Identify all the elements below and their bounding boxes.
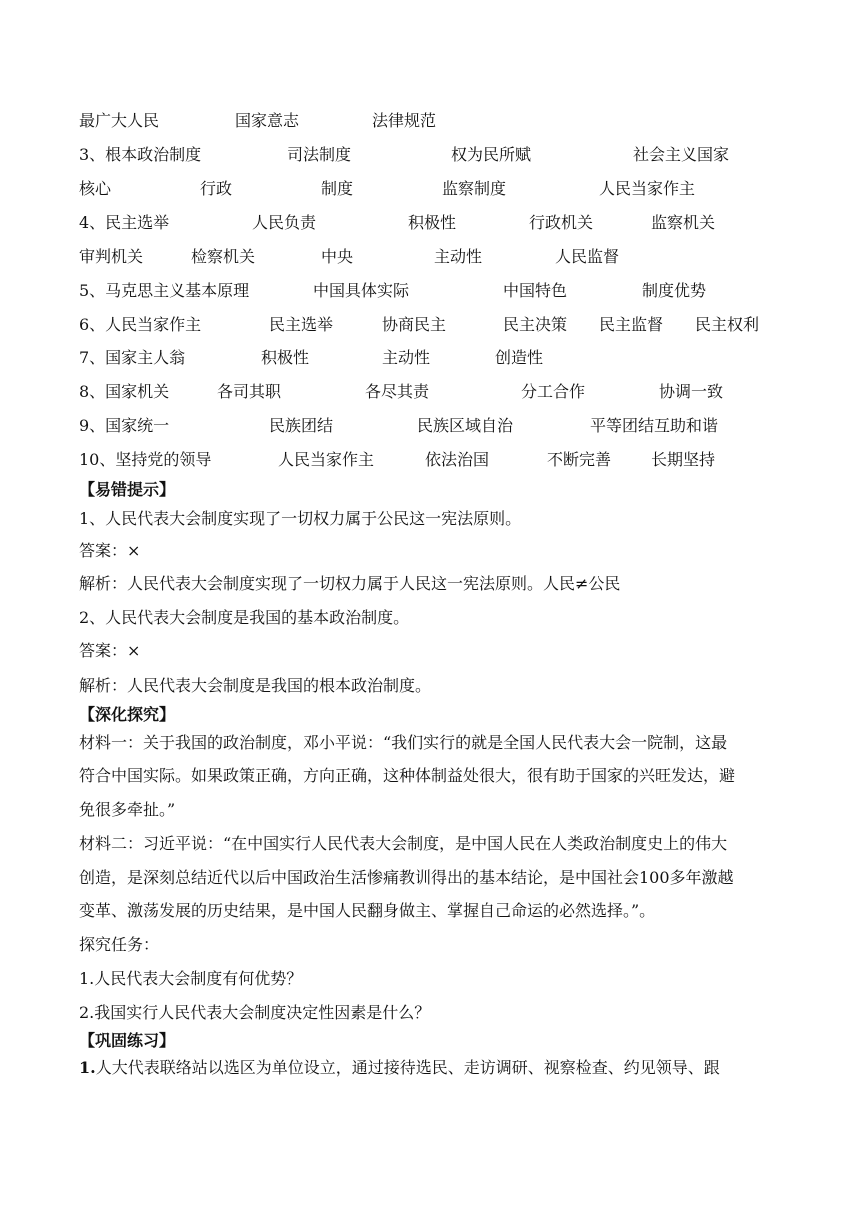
keyword: 制度优势 bbox=[642, 281, 707, 300]
keyword: 审判机关 bbox=[79, 247, 144, 266]
keyword: 各司其职 bbox=[217, 382, 282, 401]
keyword: 8、国家机关 bbox=[79, 382, 170, 401]
keyword: 法律规范 bbox=[372, 111, 437, 130]
keyword: 中国具体实际 bbox=[313, 281, 410, 300]
keyword: 协调一致 bbox=[659, 382, 724, 401]
keyword: 民主权利 bbox=[695, 315, 760, 334]
error-answer-1: 答案：× bbox=[79, 541, 141, 560]
keyword: 行政机关 bbox=[529, 213, 594, 232]
keyword: 人民当家作主 bbox=[278, 450, 375, 469]
material-2-line: 变革、激荡发展的历史结果，是中国人民翻身做主、掌握自己命运的必然选择。”。 bbox=[79, 901, 656, 920]
material-2-line: 材料二：习近平说：“在中国实行人民代表大会制度，是中国人民在人类政治制度史上的伟大 bbox=[79, 834, 728, 853]
keyword: 民主选举 bbox=[269, 315, 334, 334]
keyword: 7、国家主人翁 bbox=[79, 348, 186, 367]
keyword: 司法制度 bbox=[287, 145, 352, 164]
section-heading-inquiry: 【深化探究】 bbox=[79, 705, 176, 724]
keyword: 制度 bbox=[321, 179, 354, 198]
keyword: 10、坚持党的领导 bbox=[79, 450, 212, 469]
task-item-2: 2.我国实行人民代表大会制度决定性因素是什么？ bbox=[79, 1003, 431, 1022]
keyword: 人民当家作主 bbox=[599, 179, 696, 198]
keyword: 最广大人民 bbox=[79, 111, 160, 130]
keyword: 民主监督 bbox=[599, 315, 664, 334]
keyword: 不断完善 bbox=[547, 450, 612, 469]
keyword: 3、根本政治制度 bbox=[79, 145, 202, 164]
material-2-line: 创造，是深刻总结近代以后中国政治生活惨痛教训得出的基本结论，是中国社会100多年激越 bbox=[79, 868, 734, 887]
keyword: 平等团结互助和谐 bbox=[590, 416, 719, 435]
keyword: 核心 bbox=[79, 179, 112, 198]
question-text: 人大代表联络站以选区为单位设立，通过接待选民、走访调研、视察检查、约见领导、跟 bbox=[95, 1058, 720, 1077]
keyword: 6、人民当家作主 bbox=[79, 315, 202, 334]
keyword: 主动性 bbox=[382, 348, 431, 367]
keyword: 社会主义国家 bbox=[633, 145, 730, 164]
material-1-line: 材料一：关于我国的政治制度，邓小平说：“我们实行的就是全国人民代表大会一院制，这最 bbox=[79, 733, 728, 752]
keyword: 国家意志 bbox=[235, 111, 300, 130]
keyword: 检察机关 bbox=[191, 247, 256, 266]
keyword: 主动性 bbox=[434, 247, 483, 266]
keyword: 监察制度 bbox=[442, 179, 507, 198]
keyword: 长期坚持 bbox=[651, 450, 716, 469]
keyword: 创造性 bbox=[495, 348, 544, 367]
keyword: 协商民主 bbox=[382, 315, 447, 334]
keyword: 积极性 bbox=[261, 348, 310, 367]
section-heading-practice: 【巩固练习】 bbox=[79, 1031, 176, 1050]
section-heading-error-tips: 【易错提示】 bbox=[79, 480, 176, 499]
keyword: 人民监督 bbox=[555, 247, 620, 266]
keyword: 人民负责 bbox=[252, 213, 317, 232]
keyword: 4、民主选举 bbox=[79, 213, 170, 232]
task-item-1: 1.人民代表大会制度有何优势？ bbox=[79, 969, 303, 988]
error-explanation-2: 解析：人民代表大会制度是我国的根本政治制度。 bbox=[79, 676, 432, 695]
keyword: 监察机关 bbox=[651, 213, 716, 232]
keyword: 积极性 bbox=[408, 213, 457, 232]
keyword: 民族区域自治 bbox=[417, 416, 514, 435]
keyword: 中国特色 bbox=[503, 281, 568, 300]
keyword: 各尽其责 bbox=[365, 382, 430, 401]
material-1-line: 符合中国实际。如果政策正确，方向正确，这种体制益处很大，很有助于国家的兴旺发达，避 bbox=[79, 766, 736, 785]
material-1-line: 免很多牵扯。” bbox=[79, 800, 176, 819]
task-label: 探究任务： bbox=[79, 935, 160, 954]
keyword: 5、马克思主义基本原理 bbox=[79, 281, 250, 300]
error-explanation-1: 解析：人民代表大会制度实现了一切权力属于人民这一宪法原则。人民≠公民 bbox=[79, 574, 621, 593]
error-question-2: 2、人民代表大会制度是我国的基本政治制度。 bbox=[79, 608, 410, 627]
keyword: 民族团结 bbox=[269, 416, 334, 435]
error-question-1: 1、人民代表大会制度实现了一切权力属于公民这一宪法原则。 bbox=[79, 509, 522, 528]
keyword: 依法治国 bbox=[425, 450, 490, 469]
error-answer-2: 答案：× bbox=[79, 641, 141, 660]
question-number: 1. bbox=[79, 1058, 96, 1077]
keyword: 民主决策 bbox=[503, 315, 568, 334]
keyword: 9、国家统一 bbox=[79, 416, 170, 435]
keyword: 中央 bbox=[321, 247, 354, 266]
keyword: 行政 bbox=[200, 179, 233, 198]
keyword: 分工合作 bbox=[521, 382, 586, 401]
keyword: 权为民所赋 bbox=[451, 145, 532, 164]
practice-question-1 bbox=[79, 1053, 720, 1083]
